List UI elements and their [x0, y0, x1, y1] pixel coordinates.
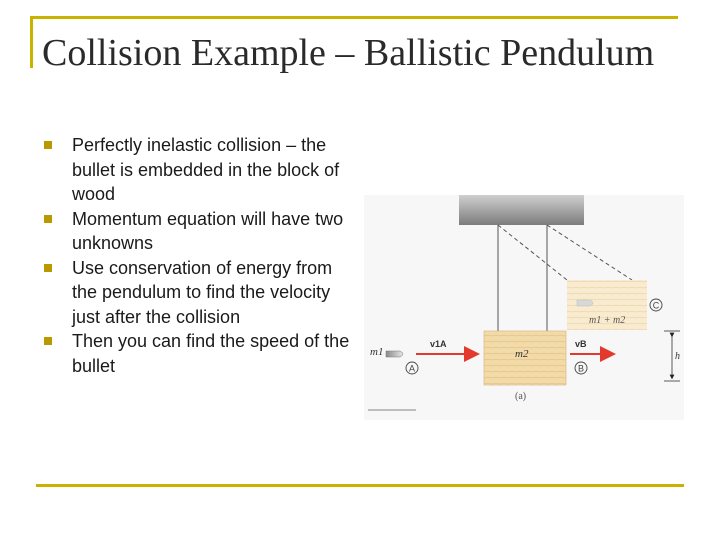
bullet-text: Use conservation of energy from the pendulum to find the velocity just after the collision [72, 257, 333, 327]
square-bullet-icon [44, 264, 52, 272]
frame-left-line [30, 16, 33, 68]
embedded-bullet [577, 300, 593, 306]
copyright-mark [368, 409, 416, 411]
bullet-text: Then you can find the speed of the bullet [72, 331, 350, 376]
point-b-label: B [577, 363, 585, 374]
frame-bottom-line [36, 484, 684, 487]
ballistic-pendulum-figure [364, 195, 684, 420]
slide-title: Collision Example – Ballistic Pendulum [42, 32, 655, 74]
figure-caption: (a) [515, 391, 527, 402]
bullet-item [44, 329, 356, 378]
bullet [386, 351, 403, 357]
label-m1-plus-m2: m1 + m2 [589, 315, 626, 326]
point-a-label: A [408, 363, 416, 374]
frame-top-line [30, 16, 678, 19]
label-m2: m2 [515, 348, 529, 360]
label-v1a: v1A [430, 339, 447, 349]
ceiling-support [459, 195, 584, 225]
bullet-text: Perfectly inelastic collision – the bullet is embedded in the block of wood [72, 135, 340, 204]
bullet-list [44, 133, 356, 378]
label-m1: m1 [370, 346, 384, 358]
square-bullet-icon [44, 215, 52, 223]
square-bullet-icon [44, 141, 52, 149]
bullet-item [44, 207, 356, 256]
square-bullet-icon [44, 337, 52, 345]
bullet-item [44, 256, 356, 330]
label-h: h [675, 351, 680, 362]
bullet-item [44, 133, 356, 207]
label-vb: vB [575, 339, 587, 349]
point-c-label: C [652, 300, 660, 311]
bullet-text: Momentum equation will have two unknowns [72, 208, 344, 253]
